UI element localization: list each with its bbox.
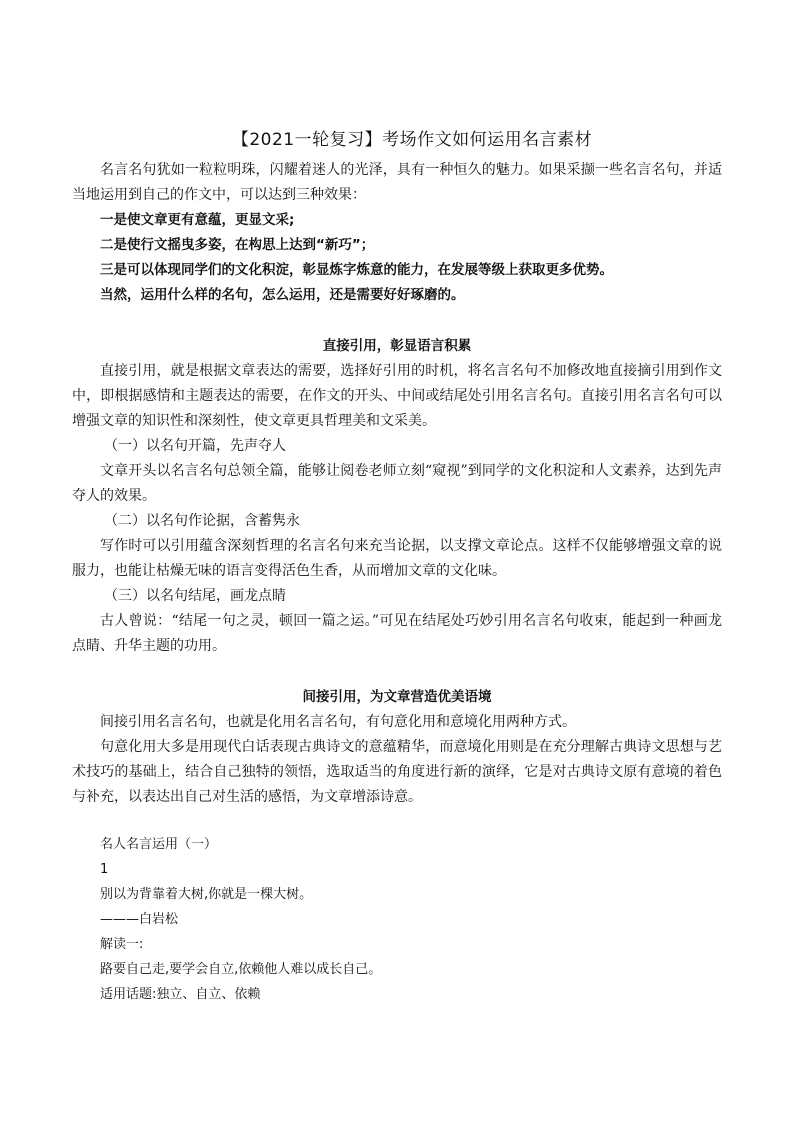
section1-item2-label: （二）以名句作论据，含蓄隽永 xyxy=(104,513,300,529)
section2-heading: 间接引用，为文章营造优美语境 xyxy=(302,689,492,705)
famous-quote-block xyxy=(72,832,722,1007)
section1-item1-text: 文章开头以名言名句总领全篇，能够让阅卷老师立刻“窥视”到同学的文化积淀和人文素养，达到先声夺人的效果。 xyxy=(72,463,722,504)
intro-paragraph: 名言名句犹如一粒粒明珠，闪耀着迷人的光泽，具有一种恒久的魅力。如果采撷一些名言名句，并适当地运用到自己的作文中，可以达到三种效果： xyxy=(72,162,722,203)
document-content xyxy=(72,128,722,1007)
spacer xyxy=(72,810,722,832)
famous-quote: 别以为背靠着大树,你就是一棵大树。 xyxy=(100,887,313,902)
interpretation-text: 路要自己走,要学会自立,依赖他人难以成长自己。 xyxy=(100,962,382,977)
section1-item2-text: 写作时可以引用蕴含深刻哲理的名言名句来充当论据，以支撑文章论点。这样不仅能够增强文章的说服力，也能让枯燥无味的语言变得活色生香，从而增加文章的文化味。 xyxy=(72,538,722,579)
section2-paragraph2: 句意化用大多是用现代白话表现古典诗文的意蕴精华，而意境化用则是在充分理解古典诗文思想与艺术技巧的基础上，结合自己独特的领悟，选取适当的角度进行新的演绎，它是对古典诗文原有意境的着色与补充，以表达出自己对生活的感悟，为文章增添诗意。 xyxy=(72,739,722,805)
famous-heading: 名人名言运用（一） xyxy=(100,837,218,852)
interpretation-label: 解读一: xyxy=(100,937,144,952)
page-title: 【2021一轮复习】考场作文如何运用名言素材 xyxy=(231,130,593,150)
famous-author: ———白岩松 xyxy=(100,912,179,927)
section1-item3-label: （三）以名句结尾，画龙点睛 xyxy=(104,588,286,604)
effect-3: 三是可以体现同学们的文化积淀，彰显炼字炼意的能力，在发展等级上获取更多优势。 xyxy=(100,262,613,278)
effect-1: 一是使文章更有意蕴，更显文采; xyxy=(100,212,295,228)
famous-number: 1 xyxy=(100,862,109,877)
section2-paragraph1: 间接引用名言名句，也就是化用名言名句，有句意化用和意境化用两种方式。 xyxy=(100,714,576,730)
section1-heading: 直接引用，彰显语言积累 xyxy=(322,338,472,354)
effect-conclusion: 当然，运用什么样的名句，怎么运用，还是需要好好琢磨的。 xyxy=(100,287,465,303)
section1-item1-label: （一）以名句开篇，先声夺人 xyxy=(104,438,286,454)
effect-2: 二是使行文摇曳多姿，在构思上达到“新巧”； xyxy=(100,237,375,253)
applicable-topics: 适用话题:独立、自立、依赖 xyxy=(100,987,261,1002)
section1-paragraph: 直接引用，就是根据文章表达的需要，选择好引用的时机，将名言名句不加修改地直接摘引用到作文中，即根据感情和主题表达的需要，在作文的开头、中间或结尾处引用名言名句。直接引用名言名句可以增强文章的知识性和深刻性，使文章更具哲理美和文采美。 xyxy=(72,363,722,429)
section1-item3-text: 古人曾说：“结尾一句之灵，顿回一篇之运。”可见在结尾处巧妙引用名言名句收束，能起到一种画龙点睛、升华主题的功用。 xyxy=(72,613,722,654)
